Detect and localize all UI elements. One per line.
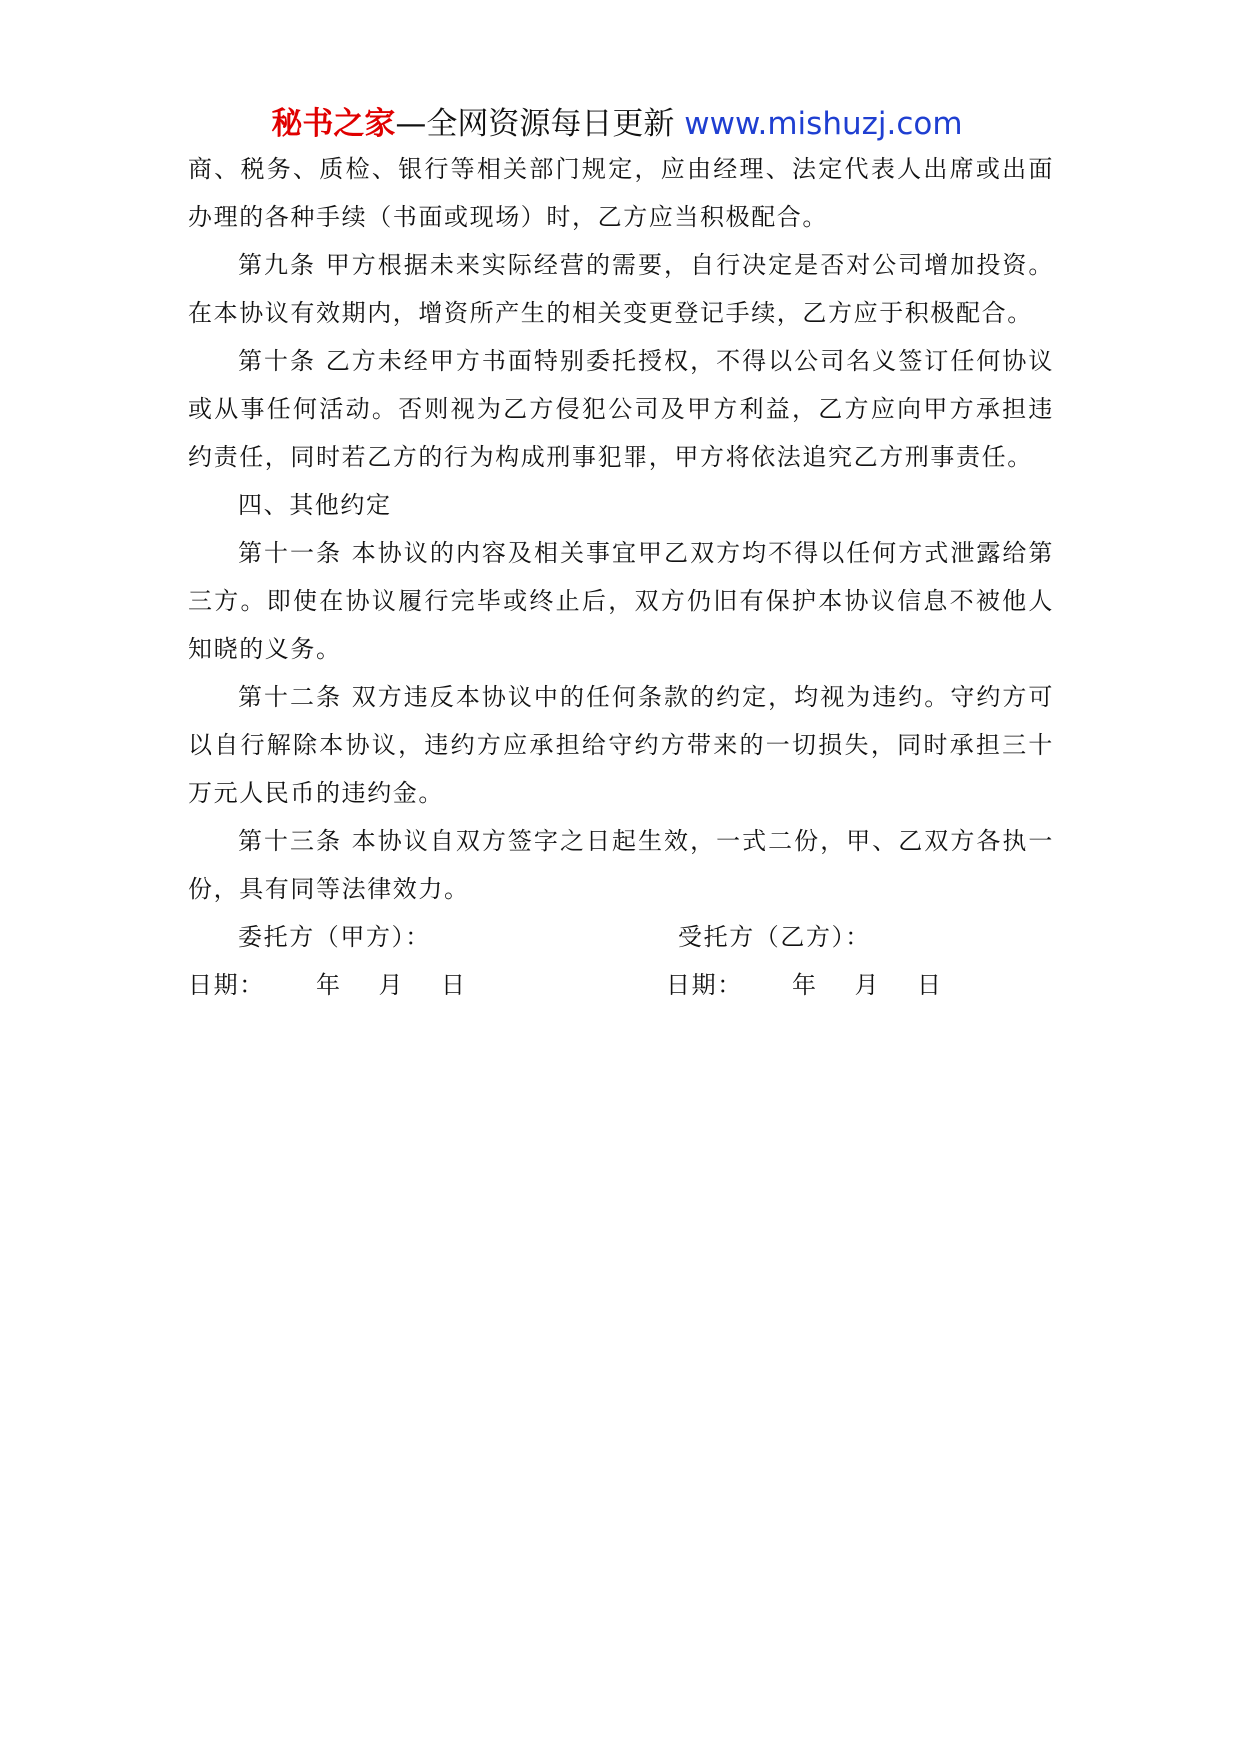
date-row (188, 961, 1054, 1009)
paragraph-article-13: 第十三条 本协议自双方签字之日起生效，一式二份，甲、乙双方各执一份，具有同等法律效力。 (188, 827, 1054, 903)
party-b-signature-label: 受托方（乙方）： (678, 923, 871, 951)
party-a-date-ymd: 年 月 日 (316, 971, 467, 999)
brand-name: 秘书之家 (271, 106, 396, 142)
party-a-signature-label: 委托方（甲方）： (238, 923, 431, 951)
party-a-date-label: 日期： (188, 971, 265, 999)
document-body (188, 145, 1054, 1009)
party-b-date-ymd: 年 月 日 (792, 971, 943, 999)
paragraph-article-12: 第十二条 双方违反本协议中的任何条款的约定，均视为违约。守约方可以自行解除本协议，违约方应承担给守约方带来的一切损失，同时承担三十万元人民币的违约金。 (188, 683, 1054, 807)
party-b-date-label: 日期： (666, 971, 743, 999)
paragraph-article-11: 第十一条 本协议的内容及相关事宜甲乙双方均不得以任何方式泄露给第三方。即使在协议履行完毕或终止后，双方仍旧有保护本协议信息不被他人知晓的义务。 (188, 539, 1054, 663)
paragraph-article-9: 第九条 甲方根据未来实际经营的需要，自行决定是否对公司增加投资。在本协议有效期内，增资所产生的相关变更登记手续，乙方应于积极配合。 (188, 251, 1054, 327)
page-header (0, 102, 1234, 146)
paragraph-article-10: 第十条 乙方未经甲方书面特别委托授权，不得以公司名义签订任何协议或从事任何活动。否则视为乙方侵犯公司及甲方利益，乙方应向甲方承担违约责任，同时若乙方的行为构成刑事犯罪，甲方将依法追究乙方刑事责任。 (188, 347, 1054, 471)
header-url-link[interactable]: www.mishuzj.com (684, 106, 963, 142)
section-heading-other-terms: 四、其他约定 (238, 491, 392, 519)
signature-row (188, 913, 1054, 961)
header-slogan: —全网资源每日更新 (395, 106, 675, 142)
paragraph-continuation: 商、税务、质检、银行等相关部门规定，应由经理、法定代表人出席或出面办理的各种手续（书面或现场）时，乙方应当积极配合。 (188, 155, 1054, 231)
